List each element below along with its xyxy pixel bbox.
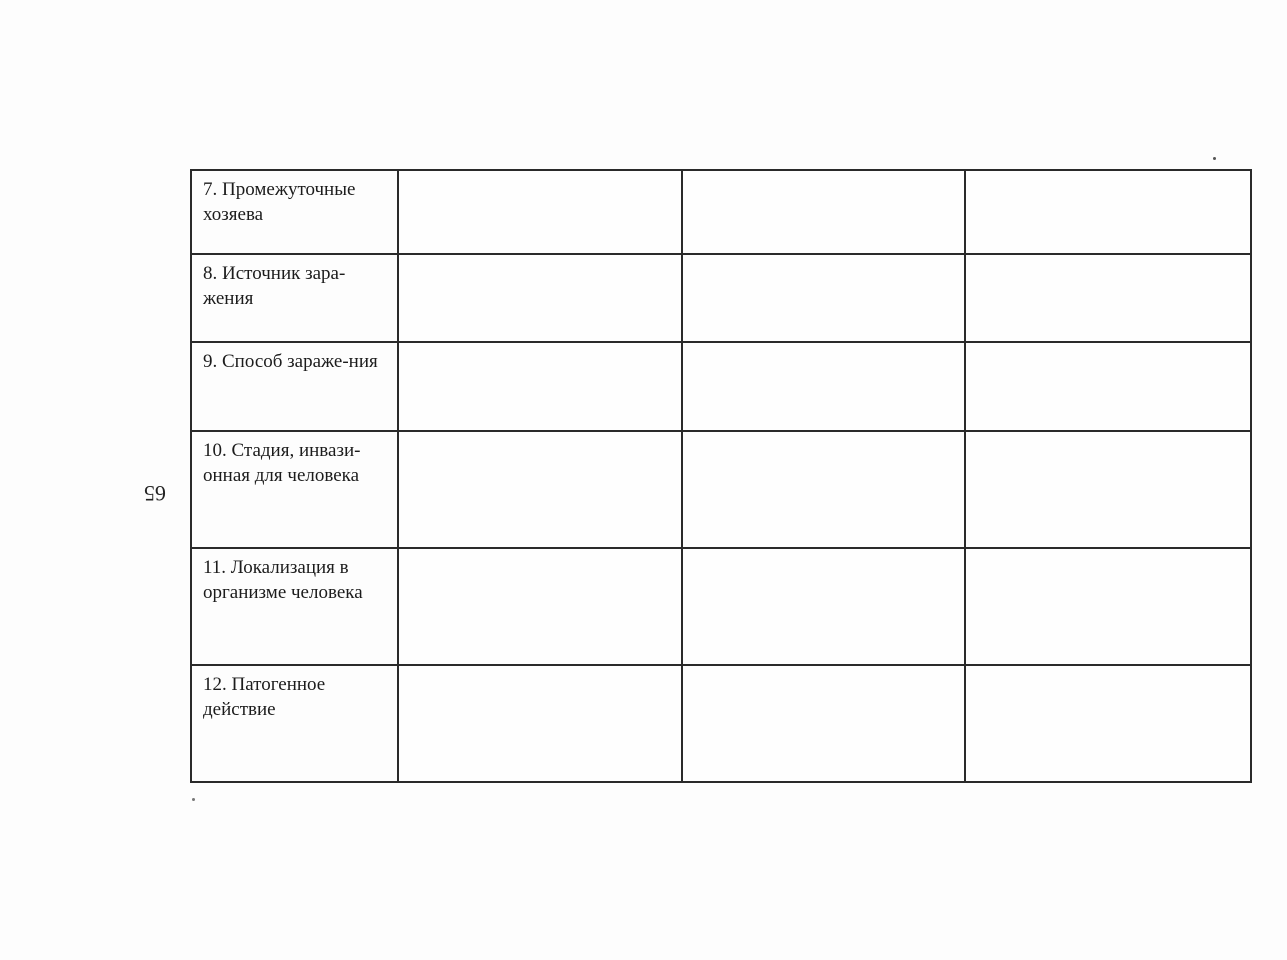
answer-cell[interactable]	[682, 431, 965, 548]
answer-cell[interactable]	[398, 431, 682, 548]
table-row	[191, 342, 1251, 431]
answer-cell[interactable]	[398, 548, 682, 665]
row-label: 9. Способ зараже-ния	[203, 351, 378, 372]
row-label-cell	[191, 254, 398, 342]
table-row	[191, 665, 1251, 782]
answer-cell[interactable]	[682, 665, 965, 782]
answer-cell[interactable]	[398, 665, 682, 782]
answer-cell[interactable]	[398, 342, 682, 431]
answer-cell[interactable]	[398, 170, 682, 254]
table-row	[191, 431, 1251, 548]
scan-speck	[192, 798, 195, 801]
answer-cell[interactable]	[965, 342, 1251, 431]
row-label-cell	[191, 548, 398, 665]
page-number: 65	[144, 481, 166, 506]
table-row	[191, 254, 1251, 342]
worksheet-table	[190, 169, 1252, 783]
answer-cell[interactable]	[965, 170, 1251, 254]
table-row	[191, 170, 1251, 254]
answer-cell[interactable]	[398, 254, 682, 342]
row-label: 11. Локализация в организме человека	[203, 557, 363, 603]
scan-speck	[1213, 157, 1216, 160]
row-label-cell	[191, 665, 398, 782]
answer-cell[interactable]	[965, 431, 1251, 548]
row-label-cell	[191, 342, 398, 431]
table-row	[191, 548, 1251, 665]
answer-cell[interactable]	[682, 342, 965, 431]
answer-cell[interactable]	[965, 254, 1251, 342]
answer-cell[interactable]	[682, 548, 965, 665]
row-label-cell	[191, 170, 398, 254]
row-label: 7. Промежуточные хозяева	[203, 179, 356, 225]
row-label-cell	[191, 431, 398, 548]
row-label: 10. Стадия, инвази-онная для человека	[203, 440, 361, 486]
answer-cell[interactable]	[682, 254, 965, 342]
answer-cell[interactable]	[965, 665, 1251, 782]
row-label: 12. Патогенное действие	[203, 674, 326, 720]
answer-cell[interactable]	[965, 548, 1251, 665]
row-label: 8. Источник зара-жения	[203, 263, 346, 309]
answer-cell[interactable]	[682, 170, 965, 254]
